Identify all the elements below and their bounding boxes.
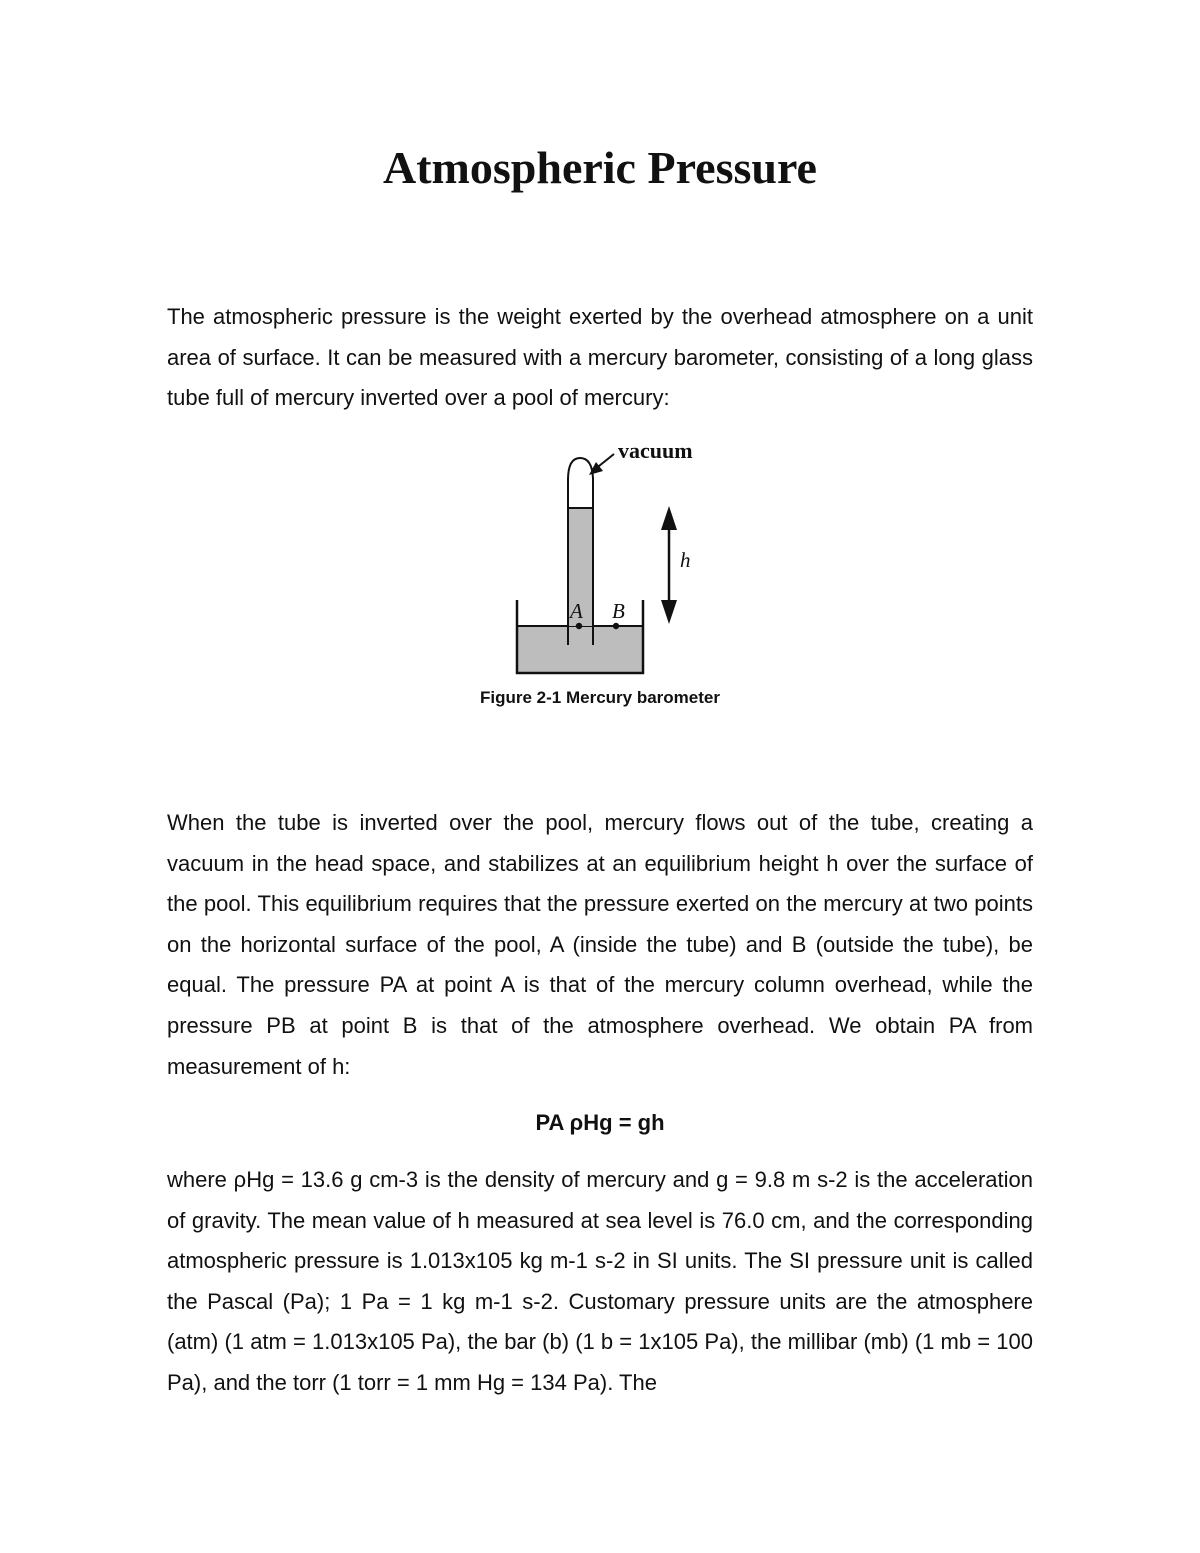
figure-caption: Figure 2-1 Mercury barometer: [480, 688, 720, 707]
label-b: B: [612, 599, 625, 623]
paragraph-equilibrium: When the tube is inverted over the pool, mercury flows out of the tube, creating a vacuum in the head space, and stabilizes at an equilibrium height h over the surface of the pool. This equilibrium requires that the pressure exerted on the mercury at two points on the horizontal surface of the pool, A (inside the tube) and B (outside the tube), be equal. The pressure PA at point A is that of the mercury column overhead, while the pressure PB at point B is that of the atmosphere overhead. We obtain PA from measurement of h:: [167, 810, 1033, 1079]
label-a: A: [570, 599, 583, 623]
mercury-pool: [517, 626, 643, 673]
barometer-figure: [450, 430, 750, 720]
height-arrow-head-up: [661, 506, 677, 530]
page-title: Atmospheric Pressure: [383, 142, 817, 193]
barometer-diagram: [450, 430, 750, 680]
paragraph-intro: The atmospheric pressure is the weight exerted by the overhead atmosphere on a unit area of surface. It can be measured with a mercury barometer, consisting of a long glass tube full of mercury inverted over a pool of mercury:: [167, 304, 1033, 411]
label-h: h: [680, 548, 691, 572]
point-b-dot: [613, 623, 619, 629]
point-a-dot: [576, 623, 582, 629]
tube-top-arc: [568, 458, 593, 480]
equation: PA ρHg = gh: [535, 1110, 665, 1135]
height-arrow-head-down: [661, 600, 677, 624]
paragraph-units: where ρHg = 13.6 g cm-3 is the density of mercury and g = 9.8 m s-2 is the acceleration of gravity. The mean value of h measured at sea level is 76.0 cm, and the corresponding atmospheric pressure is 1.013x105 kg m-1 s-2 in SI units. The SI pressure unit is called the Pascal (Pa); 1 Pa = 1 kg m-1 s-2. Customary pressure units are the atmosphere (atm) (1 atm = 1.013x105 Pa), the bar (b) (1 b = 1x105 Pa), the millibar (mb) (1 mb = 100 Pa), and the torr (1 torr = 1 mm Hg = 134 Pa). The: [167, 1167, 1033, 1395]
label-vacuum: vacuum: [618, 438, 693, 463]
